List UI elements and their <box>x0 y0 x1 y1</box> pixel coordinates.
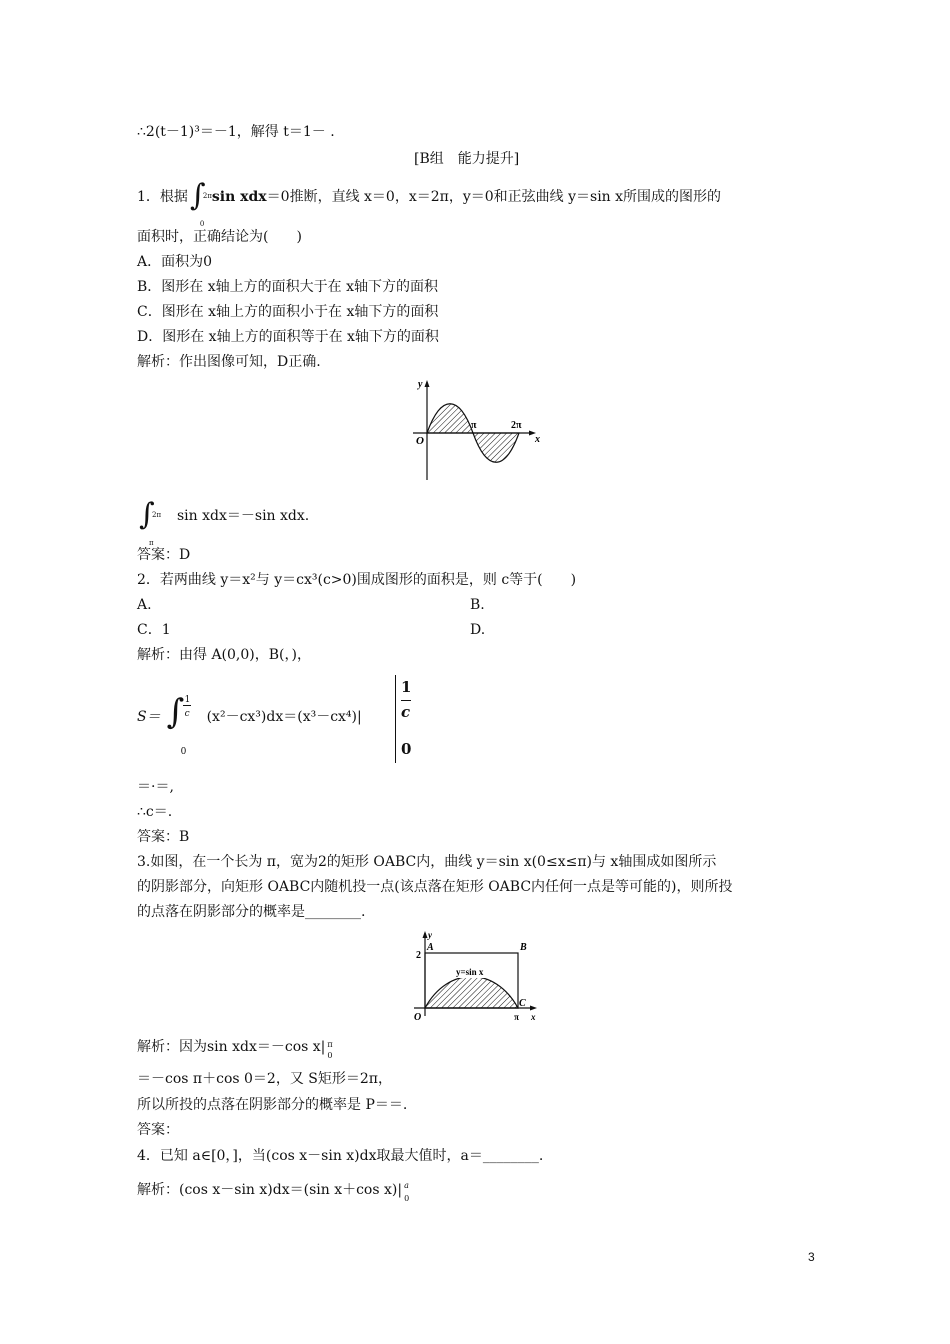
fig1-2pi-label: 2π <box>511 420 522 431</box>
q1-option-c: C．图形在 x轴上方的面积小于在 x轴下方的面积 <box>137 304 439 320</box>
q2-evaluation: ＝·＝, <box>137 779 174 795</box>
fig1-origin-label: O <box>416 435 424 447</box>
page-number: 3 <box>808 1250 815 1264</box>
height-2-label: 2 <box>416 950 421 961</box>
q1-equation: ∫ 2π π sin xdx＝－sin xdx. <box>139 497 310 547</box>
q2-result: ∴c＝. <box>137 804 173 820</box>
q1-solution: 解析：作出图像可知，D正确. <box>137 354 321 370</box>
q4-solution: 解析：(cos x－sin x)dx＝(sin x＋cos x)| a 0 <box>137 1181 410 1203</box>
fig2-origin-label: O <box>414 1012 422 1023</box>
upper-hatched-area <box>427 404 473 433</box>
q2-area-formula: S＝ ∫ 1 c 0 (x²－cx³)dx＝(x³－cx⁴)| <box>137 692 362 757</box>
previous-result: ∴2(t－1)³＝－1，解得 t＝1－ . <box>137 124 335 140</box>
fig2-pi-label: π <box>514 1012 519 1022</box>
sine-graph-figure <box>405 376 555 484</box>
y-arrow <box>423 931 428 938</box>
eval-limit-c: c <box>401 703 411 721</box>
point-a-label: A <box>427 942 434 953</box>
q1-answer: 答案：D <box>137 547 191 563</box>
point-b-label: B <box>520 942 527 953</box>
eval-limit-fraction-bar <box>401 700 411 701</box>
evaluation-bar <box>395 675 396 763</box>
y-arrow <box>425 380 430 387</box>
q2-solution: 解析：由得 A(0,0)，B(，)， <box>137 647 311 663</box>
q2-question: 2．若两曲线 y＝x²与 y＝cx³(c>0)围成图形的面积是，则 c等于( ) <box>137 572 577 588</box>
lower-hatched-area <box>473 433 519 462</box>
section-heading: [B组 能力提升] <box>414 151 520 167</box>
q4-question: 4．已知 a∈[0，]，当(cos x－sin x)dx取最大值时，a＝________. <box>137 1148 544 1164</box>
q1-line2: 面积时，正确结论为( ) <box>137 229 302 245</box>
point-c-label: C <box>519 998 526 1009</box>
fig1-x-label: x <box>535 434 540 445</box>
rectangle-sine-figure <box>408 928 548 1024</box>
q1-prefix: 1．根据 <box>137 189 188 205</box>
q3-probability: 所以所投的点落在阴影部分的概率是 P＝＝. <box>137 1097 408 1113</box>
curve-label: y=sin x <box>456 967 484 977</box>
fig2-y-label: y <box>428 930 432 940</box>
q1-line1: 1．根据 ∫ 2π 0 sin xdx＝0推断，直线 x＝0，x＝2π，y＝0和正弦曲线 y＝sin x所围成的图形的 <box>137 178 722 228</box>
q1-option-a: A．面积为0 <box>137 254 213 270</box>
fig1-pi-label: π <box>471 420 477 431</box>
q3-line3: 的点落在阴影部分的概率是________. <box>137 904 366 920</box>
q1-integrand: sin xdx <box>211 189 267 205</box>
q3-solution: 解析：因为sin xdx＝－cos x| π 0 <box>137 1039 333 1060</box>
q2-option-d: D. <box>470 622 486 638</box>
q1-option-d: D．图形在 x轴上方的面积等于在 x轴下方的面积 <box>137 329 439 345</box>
q1-statement: ＝0推断，直线 x＝0，x＝2π，y＝0和正弦曲线 y＝sin x所围成的图形的 <box>266 189 722 205</box>
q3-line2: 的阴影部分，向矩形 OABC内随机投一点(该点落在矩形 OABC内任何一点是等可能的)，则所投 <box>137 879 733 895</box>
q1-option-b: B．图形在 x轴上方的面积大于在 x轴下方的面积 <box>137 279 438 295</box>
q3-line1: 3.如图，在一个长为 π，宽为2的矩形 OABC内，曲线 y＝sin x(0≤x≤π)与 x轴围成如图所示 <box>137 854 717 870</box>
q2-option-a: A. <box>137 597 152 613</box>
fig2-x-label: x <box>531 1012 536 1022</box>
q3-answer: 答案： <box>137 1122 179 1138</box>
eval-limit-bottom: 0 <box>401 740 412 758</box>
q3-evaluation: ＝－cos π＋cos 0＝2，又 S矩形＝2π， <box>137 1071 392 1087</box>
fig1-y-label: y <box>418 379 423 390</box>
x-arrow <box>530 1006 537 1011</box>
q2-option-c: C．1 <box>137 622 171 638</box>
eval-limit-top: 1 <box>401 678 412 696</box>
hatched-arch <box>425 977 518 1009</box>
q2-option-b: B. <box>470 597 485 613</box>
q2-answer: 答案：B <box>137 829 190 845</box>
